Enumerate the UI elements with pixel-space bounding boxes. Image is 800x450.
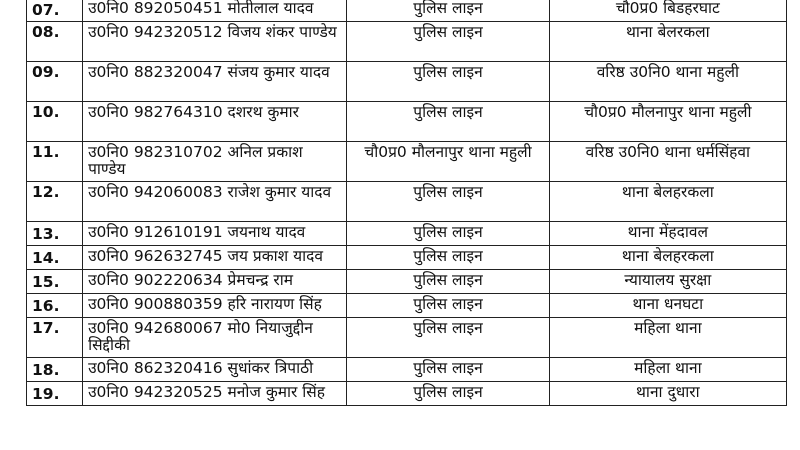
officer-name: उ0नि0 942320525 मनोज कुमार सिंह: [83, 382, 347, 406]
new-posting: थाना बेलरकला: [549, 22, 786, 62]
serial-number: 10.: [27, 102, 83, 142]
new-posting: थाना दुधारा: [549, 382, 786, 406]
serial-number: 15.: [27, 270, 83, 294]
current-posting: पुलिस लाइन: [347, 270, 549, 294]
officer-name: उ0नि0 942060083 राजेश कुमार यादव: [83, 182, 347, 222]
new-posting: थाना बेलहरकला: [549, 182, 786, 222]
officer-name: उ0नि0 862320416 सुधांकर त्रिपाठी: [83, 358, 347, 382]
serial-number: 13.: [27, 222, 83, 246]
serial-number: 19.: [27, 382, 83, 406]
transfer-table: [26, 0, 787, 406]
officer-name: उ0नि0 882320047 संजय कुमार यादव: [83, 62, 347, 102]
current-posting: चौ0प्र0 मौलनापुर थाना महुली: [347, 142, 549, 182]
table-row: [27, 358, 787, 382]
table-row: [27, 222, 787, 246]
current-posting: पुलिस लाइन: [347, 246, 549, 270]
serial-number: 07.: [27, 0, 83, 22]
serial-number: 17.: [27, 318, 83, 358]
officer-name: उ0नि0 900880359 हरि नारायण सिंह: [83, 294, 347, 318]
current-posting: पुलिस लाइन: [347, 294, 549, 318]
current-posting: पुलिस लाइन: [347, 182, 549, 222]
new-posting: वरिष्ठ उ0नि0 थाना धर्मसिंहवा: [549, 142, 786, 182]
table-row: [27, 102, 787, 142]
officer-name: उ0नि0 942320512 विजय शंकर पाण्डेय: [83, 22, 347, 62]
new-posting: वरिष्ठ उ0नि0 थाना महुली: [549, 62, 786, 102]
new-posting: थाना धनघटा: [549, 294, 786, 318]
table-row: [27, 270, 787, 294]
serial-number: 18.: [27, 358, 83, 382]
officer-name: उ0नि0 982764310 दशरथ कुमार: [83, 102, 347, 142]
serial-number: 12.: [27, 182, 83, 222]
table-row: [27, 182, 787, 222]
officer-name: उ0नि0 912610191 जयनाथ यादव: [83, 222, 347, 246]
serial-number: 09.: [27, 62, 83, 102]
current-posting: पुलिस लाइन: [347, 382, 549, 406]
new-posting: महिला थाना: [549, 358, 786, 382]
current-posting: पुलिस लाइन: [347, 0, 549, 22]
current-posting: पुलिस लाइन: [347, 62, 549, 102]
new-posting: चौ0प्र0 मौलनापुर थाना महुली: [549, 102, 786, 142]
new-posting: थाना बेलहरकला: [549, 246, 786, 270]
serial-number: 16.: [27, 294, 83, 318]
current-posting: पुलिस लाइन: [347, 358, 549, 382]
officer-name: उ0नि0 902220634 प्रेमचन्द्र राम: [83, 270, 347, 294]
current-posting: पुलिस लाइन: [347, 318, 549, 358]
table-row: [27, 0, 787, 22]
serial-number: 14.: [27, 246, 83, 270]
new-posting: न्यायालय सुरक्षा: [549, 270, 786, 294]
officer-name: उ0नि0 942680067 मो0 नियाजुद्दीन सिद्दीकी: [83, 318, 347, 358]
current-posting: पुलिस लाइन: [347, 22, 549, 62]
serial-number: 11.: [27, 142, 83, 182]
officer-name: उ0नि0 982310702 अनिल प्रकाश पाण्डेय: [83, 142, 347, 182]
table-row: [27, 22, 787, 62]
table-row: [27, 318, 787, 358]
table-row: [27, 382, 787, 406]
table-row: [27, 294, 787, 318]
table-row: [27, 62, 787, 102]
officer-name: उ0नि0 962632745 जय प्रकाश यादव: [83, 246, 347, 270]
current-posting: पुलिस लाइन: [347, 102, 549, 142]
table-row: [27, 142, 787, 182]
new-posting: महिला थाना: [549, 318, 786, 358]
new-posting: थाना मेंहदावल: [549, 222, 786, 246]
table-row: [27, 246, 787, 270]
current-posting: पुलिस लाइन: [347, 222, 549, 246]
serial-number: 08.: [27, 22, 83, 62]
officer-name: उ0नि0 892050451 मोतीलाल यादव: [83, 0, 347, 22]
new-posting: चौ0प्र0 बिडहरघाट: [549, 0, 786, 22]
